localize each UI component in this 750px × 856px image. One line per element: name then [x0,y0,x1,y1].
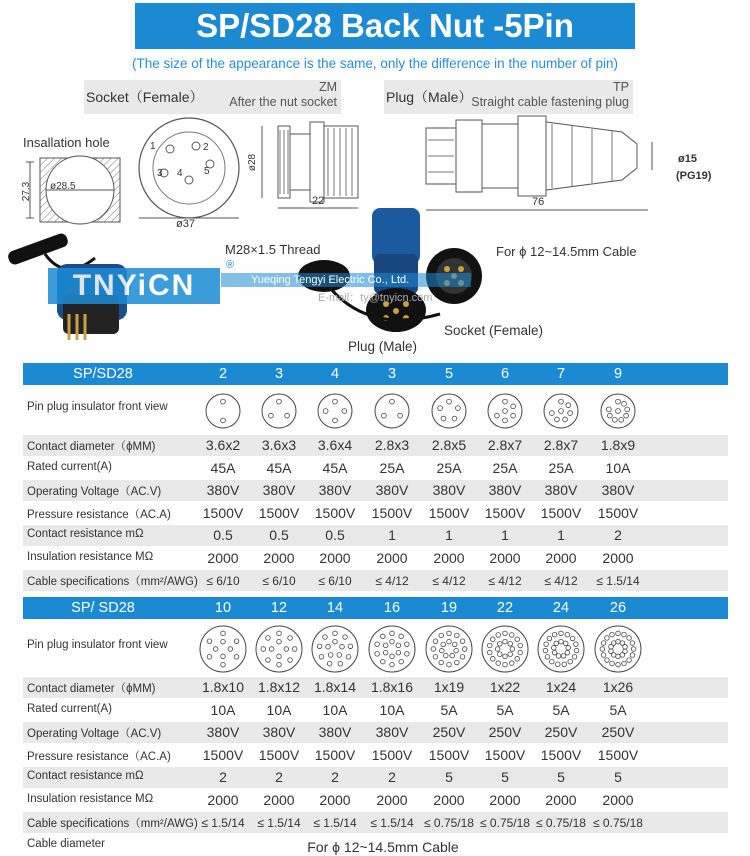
table-cell: 250V [432,724,466,740]
table-cell: 380V [262,724,296,740]
table-header-pin-count: 26 [609,600,627,616]
table-cell: ≤ 0.75/18 [480,816,530,830]
table-cell: 2 [614,527,622,543]
table-cell: 1500V [371,746,413,763]
socket-length-label: 22 [312,195,325,207]
table-cell: 45A [210,459,236,476]
row-label: Operating Voltage（AC.V) [27,486,162,498]
table-cell: 250V [544,724,578,740]
table-cell: 1500V [314,504,356,521]
table-cell: 380V [206,724,240,740]
plug-photo-label: Plug (Male) [348,339,418,354]
pin-layout-cell [590,624,646,674]
table-header-pin-count: 12 [270,600,288,616]
table-cell: 2000 [319,791,351,808]
cable-diameter-label: ø15 [678,153,697,165]
table-cell: 380V [601,482,635,498]
row-label: Pin plug insulator front view [27,639,168,651]
table-header-pin-count: 3 [387,366,397,382]
row-label: Rated current(A) [27,460,113,473]
table-row [23,435,728,456]
socket-photo-label: Socket (Female) [444,323,544,338]
pin-layout-icon [536,624,586,674]
pin-layout-cell [477,392,533,430]
table-cell: 2.8x7 [543,437,579,453]
table-cell: 5A [440,701,458,718]
table-header-pin-count: 7 [556,366,566,382]
table-row [23,835,728,856]
table-cell: 1.8x10 [201,679,245,695]
table-cell: ≤ 4/12 [544,574,578,588]
row-label: Operating Voltage（AC.V) [27,728,162,740]
pin-layout-icon [542,392,580,430]
table-cell: 10A [210,701,236,718]
table-header-pin-count: 19 [440,600,458,616]
table-cell: 1.8x14 [313,679,357,695]
plug-label: Plug（Male） [386,89,473,105]
table-cell: 1500V [428,504,470,521]
table-cell: 2000 [602,549,634,566]
table-row [23,548,728,569]
table-row [23,619,728,677]
page-title: SP/SD28 Back Nut -5Pin [135,3,635,49]
pin-num: 2 [203,142,209,153]
table-header-pin-count: 22 [496,600,514,616]
table-cell: 380V [318,724,352,740]
table-header-pin-count: 14 [326,600,344,616]
table-cell: 25A [436,459,462,476]
pin-num: 4 [177,168,183,179]
table-cell: 2 [331,769,339,785]
table-cell: 1500V [202,746,244,763]
table-cell: ≤ 0.75/18 [593,816,643,830]
pin-layout-cell [195,392,251,430]
table-cell: 1500V [371,504,413,521]
pin-layout-icon [593,624,643,674]
table-cell: ≤ 4/12 [375,574,409,588]
company-watermark: Yueqing Tengyi Electric Co., Ltd. [221,273,471,287]
socket-code: ZM [318,80,337,94]
row-label: Contact resistance mΩ [27,528,144,540]
pin-layout-icon [367,624,417,674]
table-cell: 25A [548,459,574,476]
pin-num: 3 [157,168,163,179]
table-cell: 1500V [258,504,300,521]
cable-diameter-note: For ϕ 12~14.5mm Cable [307,838,459,855]
plug-header [384,80,633,114]
table-cell: 380V [544,482,578,498]
table-cell: 5A [496,701,514,718]
table-row [23,722,728,743]
table-cell: 1 [501,527,509,543]
table-cell: 1 [557,527,565,543]
table-row [23,812,728,833]
table-cell: 1.8x9 [600,437,636,453]
table-cell: 25A [492,459,518,476]
table-header-pin-count: 6 [500,366,510,382]
table-cell: 1x22 [489,679,521,695]
table-cell: 250V [488,724,522,740]
table-cell: 1x26 [602,679,634,695]
pin-layout-icon [373,392,411,430]
table-cell: 3.6x3 [261,437,297,453]
pin-layout-cell [364,392,420,430]
table-cell: 5 [445,769,453,785]
pin-layout-cell [590,392,646,430]
pin-layout-cell [533,624,589,674]
table-cell: 1500V [484,504,526,521]
table-cell: 1500V [597,746,639,763]
pin-layout-icon [254,624,304,674]
hole-height-label: 27.3 [21,181,33,202]
table-cell: 1500V [202,504,244,521]
table-cell: 2 [388,769,396,785]
table-row [23,480,728,501]
table-cell: 1500V [540,504,582,521]
table-cell: 1x24 [545,679,577,695]
pin-layout-cell [195,624,251,674]
table-cell: 1500V [484,746,526,763]
table-cell: 2000 [263,791,295,808]
table-cell: 3.6x4 [317,437,353,453]
table-cell: 25A [379,459,405,476]
table-cell: 5 [501,769,509,785]
row-label: Contact diameter（ϕMM) [27,683,156,695]
registered-mark: ® [226,259,235,271]
pin-layout-icon [310,624,360,674]
table-cell: 2000 [207,791,239,808]
table-cell: 1 [445,527,453,543]
row-label: Cable specifications（mm²/AWG) [27,576,198,588]
row-label: Contact diameter（ϕMM) [27,441,156,453]
pin-layout-cell [533,392,589,430]
table-cell: 3.6x2 [205,437,241,453]
table-cell: 2000 [545,791,577,808]
table-cell: 2000 [376,549,408,566]
page-subtitle: (The size of the appearance is the same, only the difference in the number of pin) [131,56,619,71]
table-cell: 0.5 [213,527,233,543]
pin-layout-cell [307,624,363,674]
socket-face-drawing [134,116,244,226]
table-header-model: SP/SD28 [73,366,133,382]
table-cell: ≤ 0.75/18 [424,816,474,830]
table-cell: 1500V [540,746,582,763]
body-diameter-label: ø28 [247,153,259,172]
table-cell: 10A [266,701,292,718]
table-row [23,677,728,698]
table-cell: 2000 [489,549,521,566]
table-header-pin-count: 9 [613,366,623,382]
table-cell: 2000 [263,549,295,566]
install-hole-label: Insallation hole [23,135,110,150]
row-label: Insulation resistance MΩ [27,792,154,805]
table-cell: 45A [322,459,348,476]
table-cell: 380V [262,482,296,498]
table-cell: 2000 [433,549,465,566]
table-cell: ≤ 6/10 [262,574,296,588]
table-cell: 2000 [433,791,465,808]
pin-layout-cell [251,624,307,674]
pin-layout-icon [486,392,524,430]
table-cell: ≤ 1.5/14 [313,816,357,830]
table-cell: 2000 [376,791,408,808]
face-diameter-label: ø37 [176,218,195,230]
table-header-pin-count: 2 [218,366,228,382]
table-cell: 380V [375,482,409,498]
table-cell: ≤ 1.5/14 [201,816,245,830]
table-header-pin-count: 3 [274,366,284,382]
table-header-pin-count: 16 [383,600,401,616]
socket-header [84,80,341,114]
socket-desc: After the nut socket [229,95,337,109]
pin-layout-icon [424,624,474,674]
row-label: Rated current(A) [27,702,113,715]
table-cell: ≤ 1.5/14 [257,816,301,830]
table-header [23,597,728,619]
table-cell: 5A [609,701,627,718]
table-row [23,458,728,479]
table-row [23,385,728,435]
row-label: Cable specifications（mm²/AWG) [27,818,198,830]
table-cell: 1 [388,527,396,543]
table-cell: ≤ 1.5/14 [370,816,414,830]
pin-layout-cell [364,624,420,674]
table-cell: 380V [488,482,522,498]
table-cell: 0.5 [269,527,289,543]
table-cell: 5 [614,769,622,785]
table-row [23,525,728,546]
table-cell: 380V [432,482,466,498]
table-cell: 2.8x7 [487,437,523,453]
pin-layout-icon [430,392,468,430]
plug-desc: Straight cable fastening plug [471,95,629,109]
pin-layout-icon [480,624,530,674]
table-cell: 1x19 [433,679,465,695]
table-header-pin-count: 24 [552,600,570,616]
table-cell: 2000 [602,791,634,808]
table-cell: 1.8x16 [370,679,414,695]
table-cell: ≤ 4/12 [488,574,522,588]
table-cell: 380V [375,724,409,740]
pin-num: 1 [150,141,156,152]
table-row [23,790,728,811]
table-header-model: SP/ SD28 [71,600,135,616]
table-row [23,700,728,721]
table-cell: 380V [206,482,240,498]
table-cell: 2000 [545,549,577,566]
table-cell: 1500V [314,746,356,763]
pin-layout-cell [307,392,363,430]
pin-layout-cell [421,392,477,430]
table-cell: 2000 [319,549,351,566]
table-cell: 10A [605,459,631,476]
hole-diameter-label: ø28.5 [50,181,76,192]
table-row [23,570,728,591]
socket-label: Socket（Female） [86,89,204,105]
pin-layout-icon [198,624,248,674]
plug-code: TP [613,80,629,94]
row-label: Cable diameter [27,837,105,850]
table-header-pin-count: 4 [330,366,340,382]
table-cell: 1.8x12 [257,679,301,695]
row-label: Pin plug insulator front view [27,401,168,413]
row-label: Pressure resistance（AC.A) [27,750,171,763]
pin-num: 5 [204,166,210,177]
table-cell: 1500V [428,746,470,763]
table-cell: ≤ 6/10 [318,574,352,588]
table-cell: ≤ 1.5/14 [596,574,640,588]
pin-layout-icon [316,392,354,430]
table-cell: ≤ 0.75/18 [536,816,586,830]
table-cell: 250V [601,724,635,740]
table-header-pin-count: 10 [214,600,232,616]
table-cell: 10A [322,701,348,718]
plug-length-label: 76 [532,196,545,208]
row-label: Insulation resistance MΩ [27,550,154,563]
cable-note: For ϕ 12~14.5mm Cable [496,244,637,259]
pin-layout-cell [477,624,533,674]
row-label: Pressure resistance（AC.A) [27,508,171,521]
table-row [23,503,728,524]
table-cell: 2000 [207,549,239,566]
table-cell: 2.8x3 [374,437,410,453]
table-header-pin-count: 5 [444,366,454,382]
table-cell: ≤ 6/10 [206,574,240,588]
thread-label: M28×1.5 Thread [225,242,321,257]
table-cell: 380V [318,482,352,498]
table-cell: 10A [379,701,405,718]
table-cell: 5 [557,769,565,785]
pin-layout-icon [204,392,242,430]
table-cell: 5A [552,701,570,718]
table-cell: 45A [266,459,292,476]
pin-layout-icon [260,392,298,430]
table-cell: 0.5 [325,527,345,543]
table-header [23,363,728,385]
table-cell: 1500V [258,746,300,763]
row-label: Contact resistance mΩ [27,770,144,782]
brand-logo: TNYiCN [48,268,220,304]
table-cell: 2000 [489,791,521,808]
table-cell: ≤ 4/12 [432,574,466,588]
table-row [23,767,728,788]
table-cell: 2 [275,769,283,785]
table-cell: 2 [219,769,227,785]
table-cell: 2.8x5 [431,437,467,453]
table-cell: 1500V [597,504,639,521]
email-watermark: E-mail：ty@tnyicn.com [318,292,433,304]
pin-layout-cell [251,392,307,430]
pin-layout-icon [599,392,637,430]
pin-layout-cell [421,624,477,674]
pg-label: (PG19) [676,170,712,182]
table-row [23,745,728,766]
